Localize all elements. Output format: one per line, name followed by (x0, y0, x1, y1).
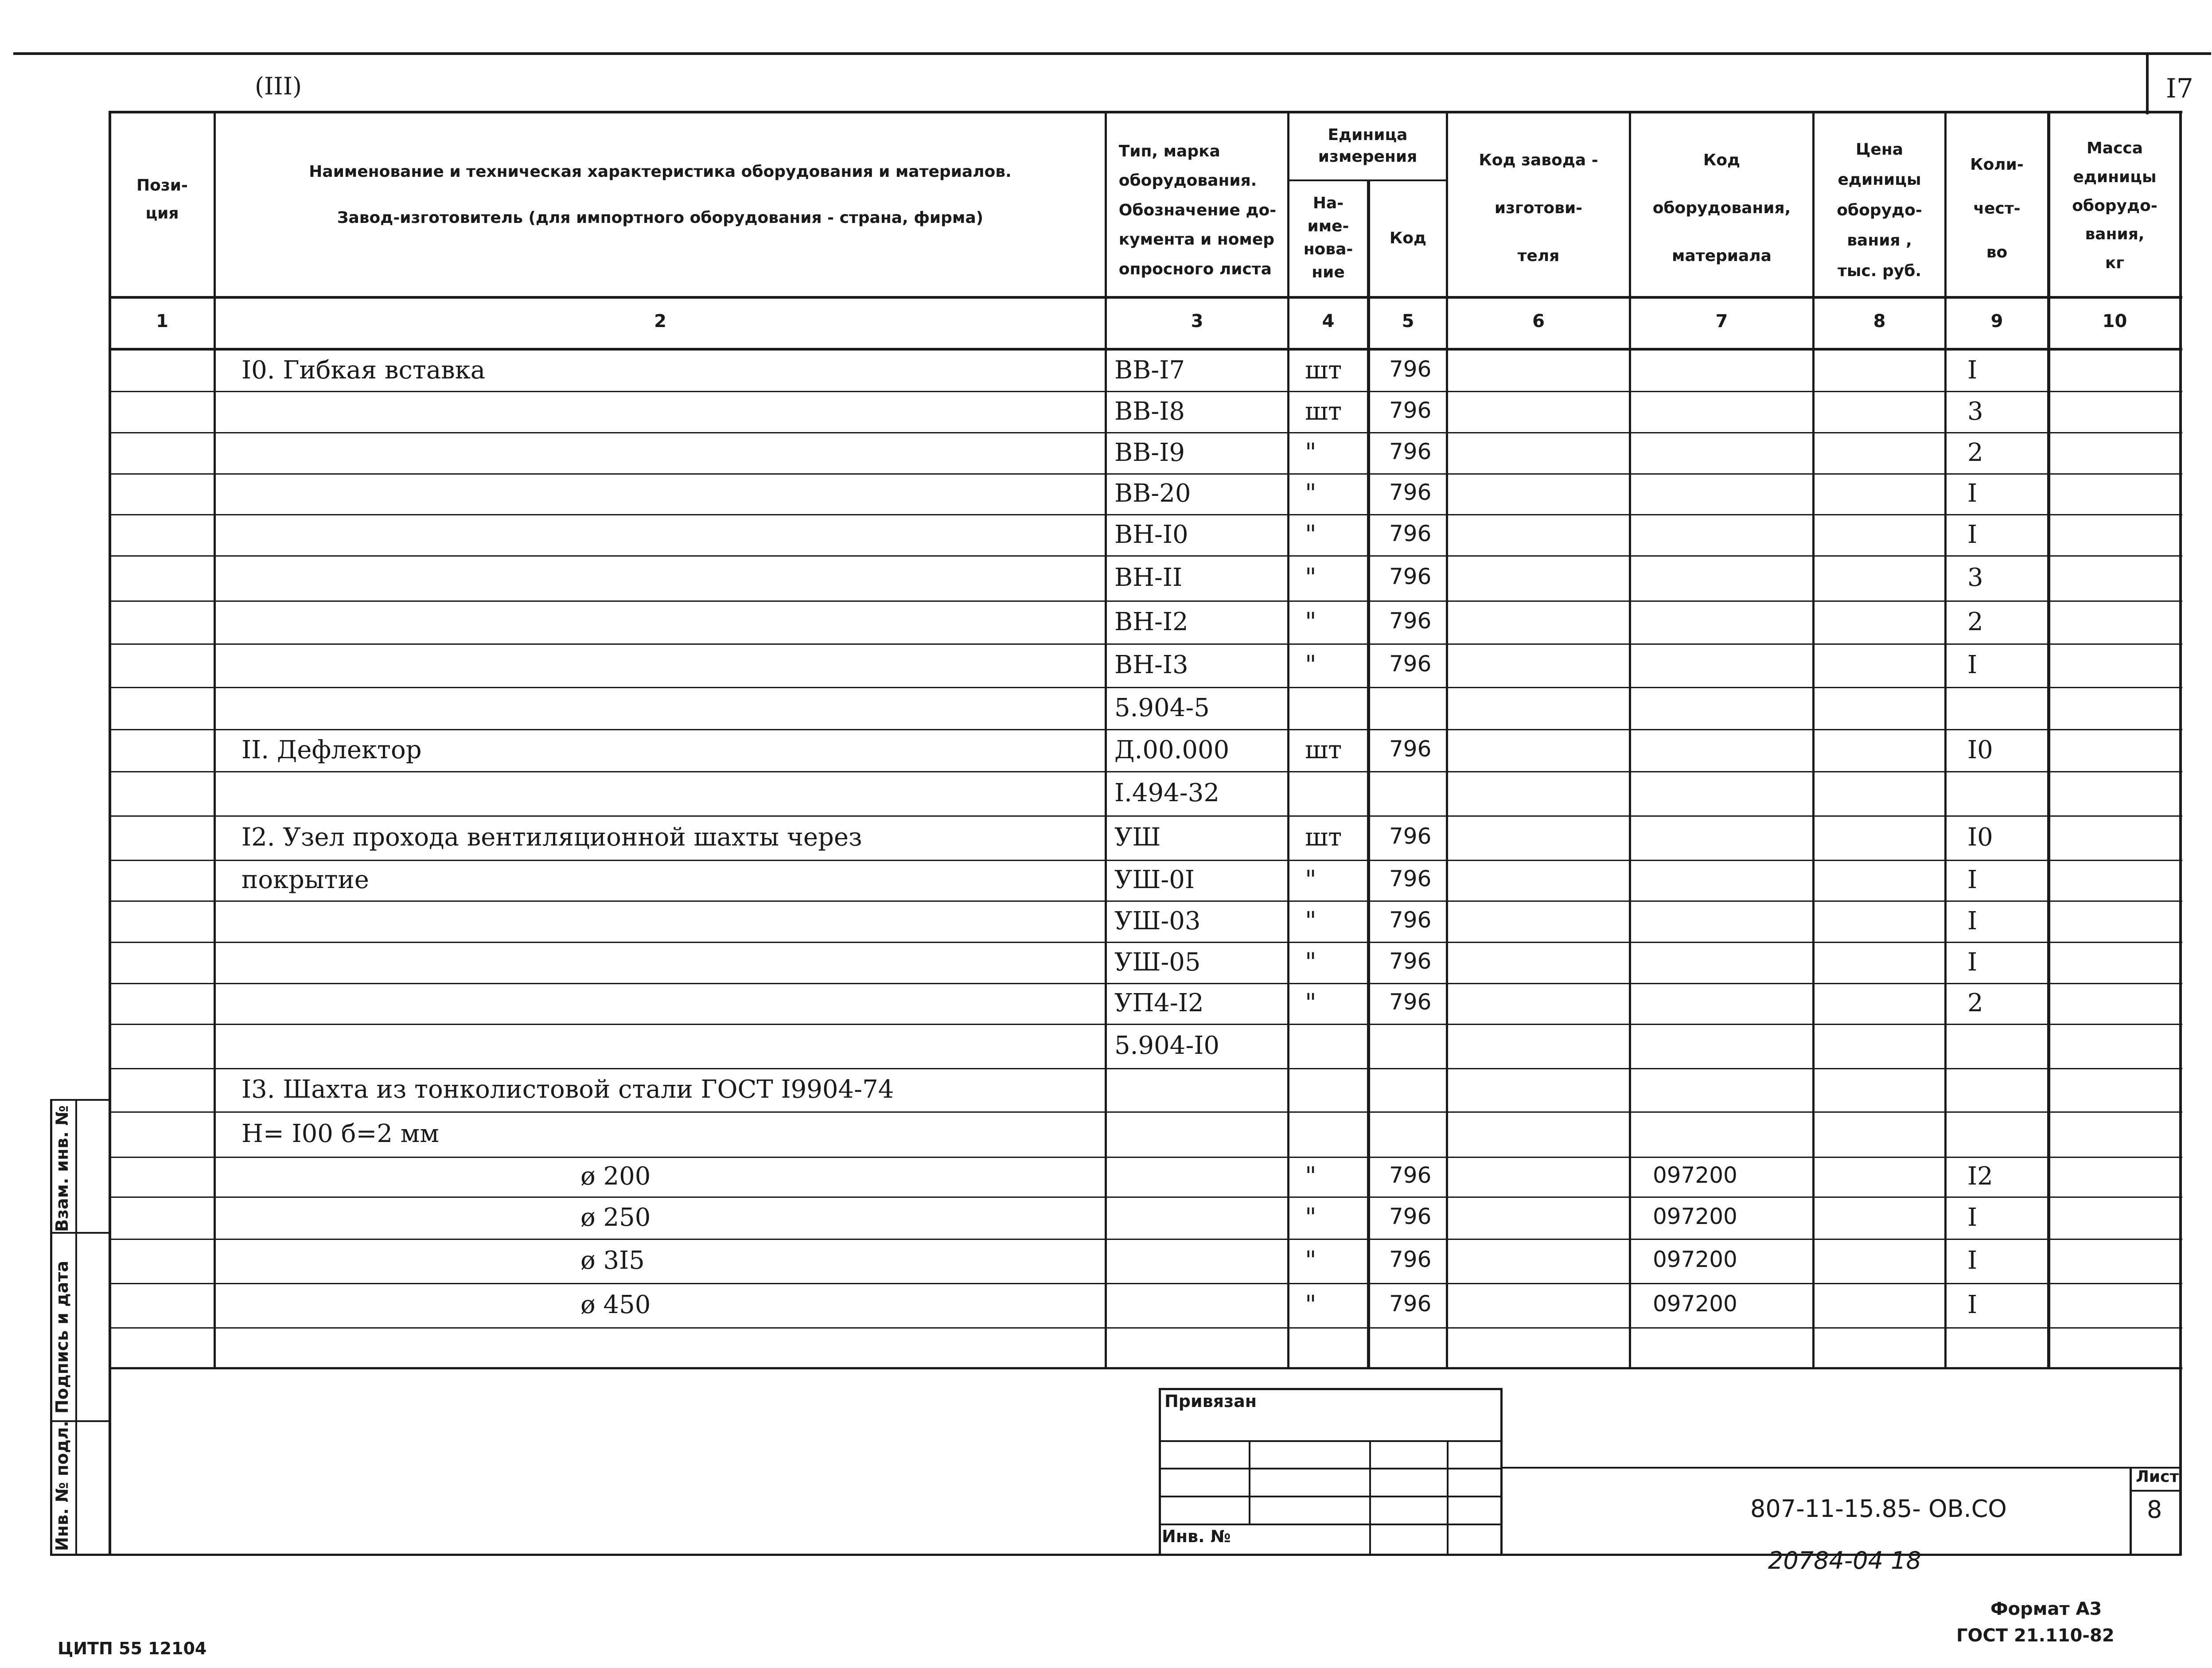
format-label: Формат А3 (1990, 1599, 2102, 1619)
table-row-line (109, 771, 2182, 772)
table-row-line (109, 1283, 2182, 1284)
sheet-number: 8 (2147, 1496, 2162, 1524)
table-cell-code: 796 (1389, 989, 1432, 1015)
table-cell-name: ø 200 (580, 1162, 651, 1191)
table-row-line (109, 1239, 2182, 1240)
table-cell-name: I3. Шахта из тонколистовой стали ГОСТ I9904-74 (241, 1075, 894, 1104)
table-row-line (109, 900, 2182, 902)
table-cell-qty: 3 (1967, 563, 1983, 592)
binding-inv-label: Инв. № (1162, 1527, 1231, 1546)
table-cell-qty: I2 (1967, 1162, 1993, 1191)
sheet-label: Лист (2136, 1468, 2179, 1486)
table-cell-type: ВВ-I9 (1114, 438, 1185, 467)
table-cell-type: ВВ-20 (1114, 479, 1191, 508)
table-row-line (109, 391, 2182, 392)
table-cell-type: I.494-32 (1114, 779, 1219, 807)
sheet-marker: (III) (255, 72, 302, 100)
table-cell-unit: " (1305, 438, 1316, 467)
unit-group-line (1287, 179, 1446, 181)
table-cell-type: УШ-0I (1114, 865, 1195, 894)
table-cell-qty: I (1967, 651, 1978, 679)
table-row-line (109, 983, 2182, 984)
handwritten-note: 20784-04 18 (1768, 1547, 1921, 1574)
table-cell-type: Д.00.000 (1114, 735, 1230, 764)
col-divider-3 (1287, 111, 1289, 1369)
header-type: Тип, марка оборудования. Обозначение до- кумента и номер опросного листа (1118, 142, 1277, 278)
table-cell-qty: I (1967, 1203, 1978, 1232)
side-stamp-div1 (50, 1232, 110, 1234)
table-row-line (109, 860, 2182, 861)
table-cell-qty: I (1967, 906, 1978, 935)
header-quantity: Коли- чест- во (1970, 155, 2024, 261)
table-cell-code: 796 (1389, 651, 1432, 677)
table-row-line (109, 729, 2182, 730)
corner-box-left (2146, 52, 2149, 114)
table-cell-name: Н= I00 б=2 мм (241, 1119, 439, 1148)
table-cell-type: ВН-I2 (1114, 607, 1188, 636)
table-cell-qty: 2 (1967, 438, 1983, 467)
table-cell-code: 796 (1389, 564, 1432, 589)
table-cell-unit: " (1305, 947, 1316, 977)
table-cell-unit: шт (1305, 735, 1342, 764)
table-cell-unit: шт (1305, 356, 1342, 385)
table-row-line (109, 1367, 2182, 1368)
table-row-line (109, 942, 2182, 943)
table-cell-type: ВН-I3 (1114, 651, 1188, 679)
table-cell-unit: " (1305, 865, 1316, 894)
table-cell-unit: " (1305, 989, 1316, 1017)
table-row-line (109, 473, 2182, 475)
table-row-line (109, 432, 2182, 433)
document-code: 807-11-15.85- ОВ.СО (1750, 1495, 2007, 1523)
page-corner-number: I7 (2166, 73, 2193, 104)
table-row-line (109, 687, 2182, 688)
table-cell-unit: " (1305, 1203, 1316, 1232)
binding-title: Привязан (1164, 1391, 1257, 1411)
table-cell-unit: шт (1305, 397, 1342, 426)
table-cell-unit: " (1305, 520, 1316, 549)
header-equipment-code: Код оборудования, материала (1652, 151, 1791, 265)
colnum-9: 9 (1990, 311, 2003, 331)
col-divider-2 (1105, 111, 1107, 1369)
table-cell-name: покрытие (241, 865, 369, 894)
side-stamp-top (50, 1099, 110, 1101)
gost-label: ГОСТ 21.110-82 (1956, 1625, 2115, 1646)
table-cell-name: I0. Гибкая вставка (241, 356, 486, 385)
header-position: Пози- ция (136, 176, 188, 222)
table-cell-code: 796 (1389, 520, 1432, 546)
side-stamp-inv-zam: Взам. инв. № (52, 1105, 72, 1232)
table-cell-unit: " (1305, 1246, 1316, 1275)
table-cell-material-code: 097200 (1653, 1247, 1737, 1272)
table-cell-unit: " (1305, 479, 1316, 508)
table-row-line (109, 1111, 2182, 1113)
side-stamp-sign-date: Подпись и дата (52, 1260, 72, 1414)
header-unit-group: Единица измерения (1318, 126, 1418, 166)
table-cell-unit: " (1305, 906, 1316, 935)
table-cell-name: ø 450 (580, 1290, 651, 1319)
table-cell-code: 796 (1389, 397, 1432, 423)
table-row-line (109, 1068, 2182, 1069)
table-cell-name: I2. Узел прохода вентиляционной шахты через (241, 823, 862, 852)
table-cell-code: 796 (1389, 823, 1432, 849)
table-cell-code: 796 (1389, 1162, 1432, 1188)
colnum-3: 3 (1191, 311, 1203, 331)
table-row-line (109, 815, 2182, 817)
table-top-line (109, 111, 2182, 113)
colnum-1: 1 (156, 311, 168, 331)
header-unit-code: Код (1389, 229, 1427, 247)
col-divider-7 (1812, 111, 1815, 1369)
table-cell-qty: I (1967, 356, 1978, 385)
table-cell-material-code: 097200 (1653, 1162, 1737, 1188)
header-factory-code: Код завода - изготови- теля (1479, 151, 1598, 265)
side-stamp-inv-orig: Инв. № подл. (52, 1420, 72, 1551)
table-cell-code: 796 (1389, 438, 1432, 464)
table-cell-qty: 2 (1967, 607, 1983, 636)
header-unit-name: На- име- нова- ние (1303, 194, 1353, 282)
table-cell-qty: I (1967, 1290, 1978, 1319)
top-frame-line (13, 52, 2211, 55)
table-cell-type: ВВ-I7 (1114, 356, 1185, 385)
colnum-2: 2 (654, 311, 666, 331)
table-cell-qty: 3 (1967, 397, 1983, 426)
table-cell-qty: 2 (1967, 989, 1983, 1017)
table-cell-qty: I0 (1967, 823, 1993, 852)
colnum-6: 6 (1532, 311, 1545, 331)
table-cell-type: УП4-I2 (1114, 989, 1204, 1017)
table-cell-unit: шт (1305, 823, 1342, 852)
table-right-line (2179, 111, 2182, 1555)
table-cell-name: II. Дефлектор (241, 735, 422, 764)
table-cell-name: ø 3I5 (580, 1246, 645, 1275)
table-cell-type: УШ (1114, 823, 1161, 852)
table-cell-code: 796 (1389, 1203, 1432, 1229)
header-name: Наименование и техническая характеристика оборудования и материалов. Завод-изготовитель (для импортного оборудования - страна, фирма) (309, 162, 1012, 227)
table-cell-unit: " (1305, 563, 1316, 592)
table-cell-qty: I (1967, 520, 1978, 549)
table-cell-code: 796 (1389, 907, 1432, 933)
table-cell-code: 796 (1389, 608, 1432, 634)
colnum-4: 4 (1322, 311, 1335, 331)
sheet-box-left (2130, 1467, 2132, 1555)
table-row-line (109, 600, 2182, 602)
table-cell-code: 796 (1389, 479, 1432, 505)
table-cell-unit: " (1305, 1162, 1316, 1191)
table-row-line (109, 514, 2182, 515)
col-divider-5 (1446, 111, 1448, 1369)
table-cell-qty: I (1967, 865, 1978, 894)
table-row-line (109, 1196, 2182, 1198)
table-cell-code: 796 (1389, 1291, 1432, 1317)
table-cell-name: ø 250 (580, 1203, 651, 1232)
col-divider-1 (214, 111, 216, 1369)
table-cell-unit: " (1305, 651, 1316, 679)
title-block-line (1502, 1467, 2181, 1469)
table-cell-qty: I0 (1967, 735, 1993, 764)
col-divider-8 (1944, 111, 1947, 1369)
table-cell-type: ВН-II (1114, 563, 1183, 592)
printer-label: ЦИТП 55 12104 (58, 1639, 207, 1658)
table-cell-code: 796 (1389, 1247, 1432, 1272)
table-cell-type: ВН-I0 (1114, 520, 1188, 549)
colnum-7: 7 (1715, 311, 1728, 331)
colnum-8: 8 (1873, 311, 1886, 331)
table-row-line (109, 1157, 2182, 1158)
table-cell-type: 5.904-5 (1114, 693, 1210, 722)
table-cell-qty: I (1967, 947, 1978, 977)
table-cell-type: УШ-05 (1114, 947, 1201, 977)
header-price: Цена единицы оборудо- вания , тыс. руб. (1837, 140, 1922, 280)
table-cell-unit: " (1305, 607, 1316, 636)
col-divider-9 (2047, 111, 2050, 1369)
table-cell-qty: I (1967, 1246, 1978, 1275)
table-cell-code: 796 (1389, 356, 1432, 382)
col-divider-6 (1629, 111, 1631, 1369)
sheet-box-divider (2130, 1490, 2181, 1492)
table-cell-code: 796 (1389, 948, 1432, 974)
table-cell-unit: " (1305, 1290, 1316, 1319)
table-cell-code: 796 (1389, 736, 1432, 762)
table-row-line (109, 555, 2182, 557)
colnum-bottom-line (109, 348, 2182, 351)
table-cell-code: 796 (1389, 866, 1432, 892)
table-cell-type: 5.904-I0 (1114, 1031, 1219, 1060)
colnum-10: 10 (2102, 311, 2127, 331)
header-mass: Масса единицы оборудо- вания, кг (2072, 139, 2157, 273)
col-divider-4 (1367, 179, 1370, 1369)
table-row-line (109, 1327, 2182, 1329)
table-cell-material-code: 097200 (1653, 1291, 1737, 1317)
header-bottom-line (109, 296, 2182, 299)
side-stamp-mid (75, 1099, 77, 1555)
table-cell-type: УШ-03 (1114, 906, 1201, 935)
table-row-line (109, 643, 2182, 645)
table-cell-qty: I (1967, 479, 1978, 508)
colnum-5: 5 (1402, 311, 1414, 331)
table-row-line (109, 1024, 2182, 1025)
table-cell-material-code: 097200 (1653, 1203, 1737, 1229)
table-cell-type: ВВ-I8 (1114, 397, 1185, 426)
